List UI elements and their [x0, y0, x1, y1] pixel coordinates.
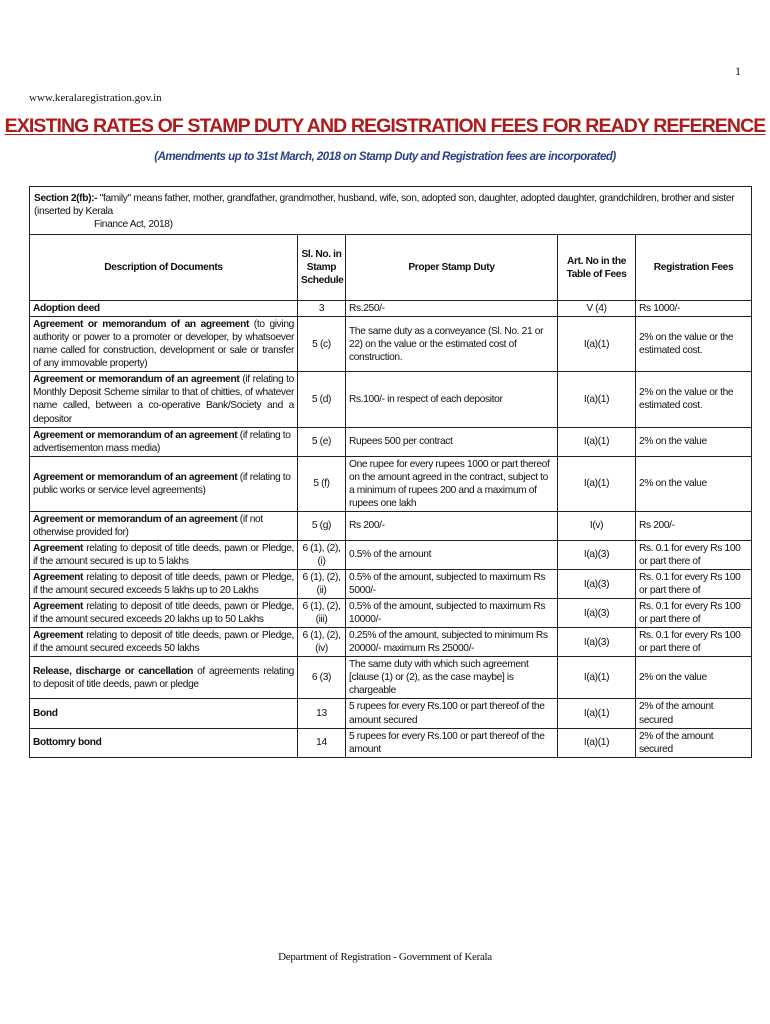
row-description-detail: (if not otherwise provided for) — [33, 513, 263, 538]
row-sl-no: 13 — [298, 699, 346, 728]
row-description-lead: Agreement or memorandum of an agreement — [33, 374, 240, 386]
section-note — [30, 187, 752, 235]
row-sl-no: 5 (f) — [298, 456, 346, 511]
row-sl-no: 6 (1), (2), (ii) — [298, 570, 346, 599]
section-note-text: "family" means father, mother, grandfather, grandmother, husband, wife, son, adopted son, daughter, adopted daughter, grandchildren, brother and sister (inserted by Kerala — [34, 193, 735, 218]
row-reg-fee: Rs. 0.1 for every Rs 100 or part there of — [636, 540, 752, 569]
row-description-lead: Adoption deed — [33, 303, 100, 315]
page-footer: Department of Registration - Government of Kerala — [278, 951, 492, 963]
section-note-lead: Section 2(fb):- — [34, 193, 98, 204]
page-number: 1 — [735, 64, 741, 78]
row-description-lead: Agreement — [33, 601, 84, 613]
row-art-no: I(a)(1) — [558, 699, 636, 728]
page-title: EXISTING RATES OF STAMP DUTY AND REGISTRATION FEES FOR READY REFERENCE — [4, 115, 766, 137]
row-description-lead: Bond — [33, 707, 58, 719]
row-description-lead: Release, discharge or cancellation — [33, 665, 193, 677]
row-sl-no: 6 (1), (2), (iii) — [298, 599, 346, 628]
row-description-lead: Agreement or memorandum of an agreement — [33, 513, 238, 525]
row-description-detail: of agreements relating to deposit of title deeds, pawn or pledge — [33, 665, 294, 690]
row-description-detail: (if relating to public works or service level agreements) — [33, 471, 291, 496]
header-sl-no: Sl. No. in Stamp Schedule — [298, 235, 346, 301]
row-art-no: I(a)(1) — [558, 728, 636, 757]
row-reg-fee: Rs. 0.1 for every Rs 100 or part there of — [636, 570, 752, 599]
row-description — [30, 699, 298, 728]
row-stamp-duty: The same duty as a conveyance (Sl. No. 21 or 22) on the value or the estimated cost of construction. — [346, 317, 558, 372]
row-description — [30, 372, 298, 427]
website-url: www.keralaregistration.gov.in — [29, 92, 162, 104]
row-reg-fee: 2% on the value or the estimated cost. — [636, 372, 752, 427]
header-stamp-duty: Proper Stamp Duty — [346, 235, 558, 301]
row-description — [30, 628, 298, 657]
row-description-lead: Agreement or memorandum of an agreement — [33, 429, 238, 441]
row-description-detail: (if relating to advertisementon mass media) — [33, 429, 291, 454]
row-art-no: I(a)(1) — [558, 456, 636, 511]
table-row — [30, 628, 752, 657]
table-header-row — [30, 235, 752, 301]
stamp-duty-table — [29, 186, 752, 758]
row-description — [30, 657, 298, 699]
table-row — [30, 728, 752, 757]
row-sl-no: 5 (g) — [298, 511, 346, 540]
row-art-no: I(a)(3) — [558, 540, 636, 569]
row-stamp-duty: 0.5% of the amount, subjected to maximum Rs 5000/- — [346, 570, 558, 599]
row-stamp-duty: Rs.100/- in respect of each depositor — [346, 372, 558, 427]
row-reg-fee: 2% on the value — [636, 657, 752, 699]
table-row — [30, 570, 752, 599]
row-stamp-duty: 0.5% of the amount — [346, 540, 558, 569]
row-description — [30, 301, 298, 317]
table-row — [30, 301, 752, 317]
row-description — [30, 511, 298, 540]
row-description-detail: relating to deposit of title deeds, pawn or Pledge, if the amount secured exceeds 50 lakhs — [33, 630, 294, 655]
row-stamp-duty: Rs 200/- — [346, 511, 558, 540]
row-description — [30, 317, 298, 372]
row-description-detail: (if relating to Monthly Deposit Scheme similar to that of chitties, of whatever name called, between a co-operative Bank/Society and a depositor — [33, 374, 294, 425]
row-reg-fee: Rs 1000/- — [636, 301, 752, 317]
row-stamp-duty: 5 rupees for every Rs.100 or part thereof of the amount — [346, 728, 558, 757]
row-reg-fee: 2% of the amount secured — [636, 699, 752, 728]
row-sl-no: 14 — [298, 728, 346, 757]
row-description-lead: Agreement — [33, 630, 84, 642]
row-stamp-duty: 0.5% of the amount, subjected to maximum Rs 10000/- — [346, 599, 558, 628]
row-description — [30, 427, 298, 456]
header-art-no: Art. No in the Table of Fees — [558, 235, 636, 301]
table-row — [30, 456, 752, 511]
table-row — [30, 599, 752, 628]
row-description-detail: relating to deposit of title deeds, pawn or Pledge, if the amount secured is up to 5 lakhs — [33, 542, 294, 567]
table-row — [30, 657, 752, 699]
row-art-no: I(a)(1) — [558, 657, 636, 699]
row-art-no: I(a)(1) — [558, 372, 636, 427]
row-description-detail: (to giving authority or power to a promoter or developer, by whatsoever name called for construction, development or sale or transfer of any immovable property) — [33, 319, 294, 370]
row-description — [30, 540, 298, 569]
section-note-continuation: Finance Act, 2018) — [94, 219, 173, 231]
row-reg-fee: 2% of the amount secured — [636, 728, 752, 757]
table-row — [30, 699, 752, 728]
row-stamp-duty: Rs.250/- — [346, 301, 558, 317]
header-description: Description of Documents — [30, 235, 298, 301]
header-reg-fees: Registration Fees — [636, 235, 752, 301]
row-sl-no: 6 (3) — [298, 657, 346, 699]
row-reg-fee: Rs. 0.1 for every Rs 100 or part there of — [636, 628, 752, 657]
row-sl-no: 5 (d) — [298, 372, 346, 427]
row-description-lead: Bottomry bond — [33, 737, 102, 749]
row-art-no: I(v) — [558, 511, 636, 540]
row-stamp-duty: Rupees 500 per contract — [346, 427, 558, 456]
row-sl-no: 3 — [298, 301, 346, 317]
section-note-row — [30, 187, 752, 235]
row-sl-no: 5 (e) — [298, 427, 346, 456]
table-row — [30, 427, 752, 456]
row-description-detail: relating to deposit of title deeds, pawn or Pledge, if the amount secured exceeds 20 lakhs up to 50 Lakhs — [33, 601, 294, 626]
row-reg-fee: 2% on the value or the estimated cost. — [636, 317, 752, 372]
row-art-no: V (4) — [558, 301, 636, 317]
row-art-no: I(a)(1) — [558, 427, 636, 456]
row-description — [30, 728, 298, 757]
table-row — [30, 540, 752, 569]
row-stamp-duty: 0.25% of the amount, subjected to minimum Rs 20000/- maximum Rs 25000/- — [346, 628, 558, 657]
row-sl-no: 6 (1), (2), (iv) — [298, 628, 346, 657]
table-row — [30, 511, 752, 540]
row-stamp-duty: The same duty with which such agreement [clause (1) or (2), as the case maybe] is chargeable — [346, 657, 558, 699]
page-subtitle: (Amendments up to 31st March, 2018 on Stamp Duty and Registration fees are incorporated) — [154, 151, 616, 163]
table-row — [30, 317, 752, 372]
row-art-no: I(a)(3) — [558, 599, 636, 628]
row-description-lead: Agreement or memorandum of an agreement — [33, 471, 238, 483]
row-description-lead: Agreement — [33, 572, 84, 584]
row-reg-fee: 2% on the value — [636, 456, 752, 511]
row-reg-fee: Rs 200/- — [636, 511, 752, 540]
row-description-lead: Agreement or memorandum of an agreement — [33, 319, 249, 331]
row-description-detail: relating to deposit of title deeds, pawn or Pledge, if the amount secured exceeds 5 lakhs up to 20 Lakhs — [33, 572, 294, 597]
row-reg-fee: 2% on the value — [636, 427, 752, 456]
row-description — [30, 456, 298, 511]
table-row — [30, 372, 752, 427]
row-stamp-duty: 5 rupees for every Rs.100 or part thereof of the amount secured — [346, 699, 558, 728]
row-reg-fee: Rs. 0.1 for every Rs 100 or part there of — [636, 599, 752, 628]
row-sl-no: 5 (c) — [298, 317, 346, 372]
row-art-no: I(a)(3) — [558, 628, 636, 657]
row-art-no: I(a)(1) — [558, 317, 636, 372]
row-art-no: I(a)(3) — [558, 570, 636, 599]
row-description-lead: Agreement — [33, 542, 84, 554]
row-description — [30, 570, 298, 599]
row-sl-no: 6 (1), (2), (i) — [298, 540, 346, 569]
row-description — [30, 599, 298, 628]
row-stamp-duty: One rupee for every rupees 1000 or part thereof on the amount agreed in the contract, subject to a minimum of rupees 200 and a maximum of rupees one lakh — [346, 456, 558, 511]
